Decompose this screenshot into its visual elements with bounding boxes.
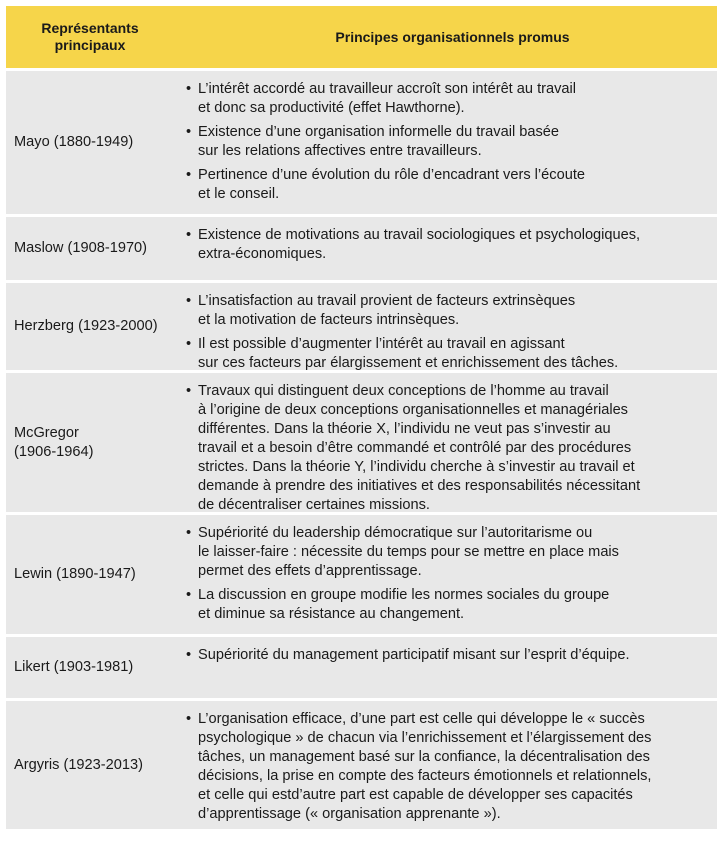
principle-bullet — [186, 292, 709, 330]
principle-text: Supériorité du leadership démocratique sur l’autoritarisme ou le laisser-faire : nécessite du temps pour se mettre en place mais permet des effets d’apprentissage. — [198, 525, 619, 579]
principle-bullet — [186, 646, 709, 665]
principles-cell — [174, 701, 717, 829]
principle-text: L’organisation efficace, d’une part est celle qui développe le « succès psychologique » de chacun via l’enrichissement et l’élargissement des tâches, un management basé sur la confiance, la décentralisation des décisions, la prise en compte des facteurs émotionnels et relationnels, et celle qui estd’autre part est capable de développer ses capacités d’apprentissage (« organisation apprenante »). — [198, 711, 652, 822]
principle-bullet — [186, 166, 709, 204]
principle-text: La discussion en groupe modifie les normes sociales du groupe et diminue sa résistance au changement. — [198, 587, 610, 622]
bullet-icon: • — [186, 227, 192, 243]
principle-bullet — [186, 524, 709, 581]
representative-name: Lewin (1890-1947) — [14, 566, 136, 582]
principles-cell — [174, 373, 717, 512]
principle-text: Existence de motivations au travail sociologiques et psychologiques, extra-économiques. — [198, 227, 641, 262]
bullet-icon: • — [186, 587, 192, 603]
bullet-icon: • — [186, 293, 192, 309]
principle-bullet — [186, 710, 709, 824]
principle-bullet — [186, 226, 709, 264]
bullet-icon: • — [186, 81, 192, 97]
table-row — [6, 283, 717, 370]
representative-name: Maslow (1908-1970) — [14, 240, 148, 256]
principle-bullet — [186, 382, 709, 515]
bullet-icon: • — [186, 525, 192, 541]
table-row — [6, 373, 717, 512]
bullet-icon: • — [186, 167, 192, 183]
principle-bullet — [186, 586, 709, 624]
principle-text: Pertinence d’une évolution du rôle d’encadrant vers l’écoute et le conseil. — [198, 167, 585, 202]
principle-text: L’insatisfaction au travail provient de facteurs extrinsèques et la motivation de facteurs intrinsèques. — [198, 293, 576, 328]
principle-bullet — [186, 123, 709, 161]
table-row — [6, 515, 717, 634]
bullet-icon: • — [186, 711, 192, 727]
principles-cell — [174, 283, 717, 370]
organisational-principles-table — [6, 6, 717, 829]
principle-bullet — [186, 335, 709, 373]
header-principles: Principes organisationnels promus — [335, 29, 570, 45]
principles-cell — [174, 515, 717, 634]
representative-name: Herzberg (1923-2000) — [14, 318, 158, 334]
principle-text: Existence d’une organisation informelle du travail basée sur les relations affectives entre travailleurs. — [198, 124, 560, 159]
bullet-icon: • — [186, 383, 192, 399]
table-row — [6, 701, 717, 829]
table-row — [6, 71, 717, 214]
table-row — [6, 217, 717, 280]
representative-name: Likert (1903-1981) — [14, 659, 134, 675]
representative-name: McGregor (1906-1964) — [14, 424, 94, 460]
bullet-icon: • — [186, 124, 192, 140]
principle-text: L’intérêt accordé au travailleur accroît son intérêt au travail et donc sa productivité (effet Hawthorne). — [198, 81, 577, 116]
representative-name: Mayo (1880-1949) — [14, 134, 134, 150]
bullet-icon: • — [186, 647, 192, 663]
principle-text: Il est possible d’augmenter l’intérêt au travail en agissant sur ces facteurs par élargissement et enrichissement des tâches. — [198, 336, 619, 371]
representative-name: Argyris (1923-2013) — [14, 756, 143, 773]
principle-text: Travaux qui distinguent deux conceptions de l’homme au travail à l’origine de deux conceptions organisationnelles et managériales différentes. Dans la théorie X, l’individu ne veut pas s’investir au travail et a besoin d’être commandé et contrôlé par des procédures strictes. Dans la théorie Y, l’individu cherche à s’investir au travail et demande à prendre des initiatives et des responsabilités nécessitant de décentraliser certaines missions. — [198, 383, 641, 513]
header-representatives: Représentants principaux — [41, 20, 139, 53]
table-row — [6, 637, 717, 698]
bullet-icon: • — [186, 336, 192, 352]
principles-cell — [174, 71, 717, 214]
principle-bullet — [186, 80, 709, 118]
principles-cell — [174, 217, 717, 280]
principles-cell — [174, 637, 717, 698]
principle-text: Supériorité du management participatif misant sur l’esprit d’équipe. — [198, 647, 630, 663]
table-body — [6, 71, 717, 829]
table-header — [6, 6, 717, 68]
